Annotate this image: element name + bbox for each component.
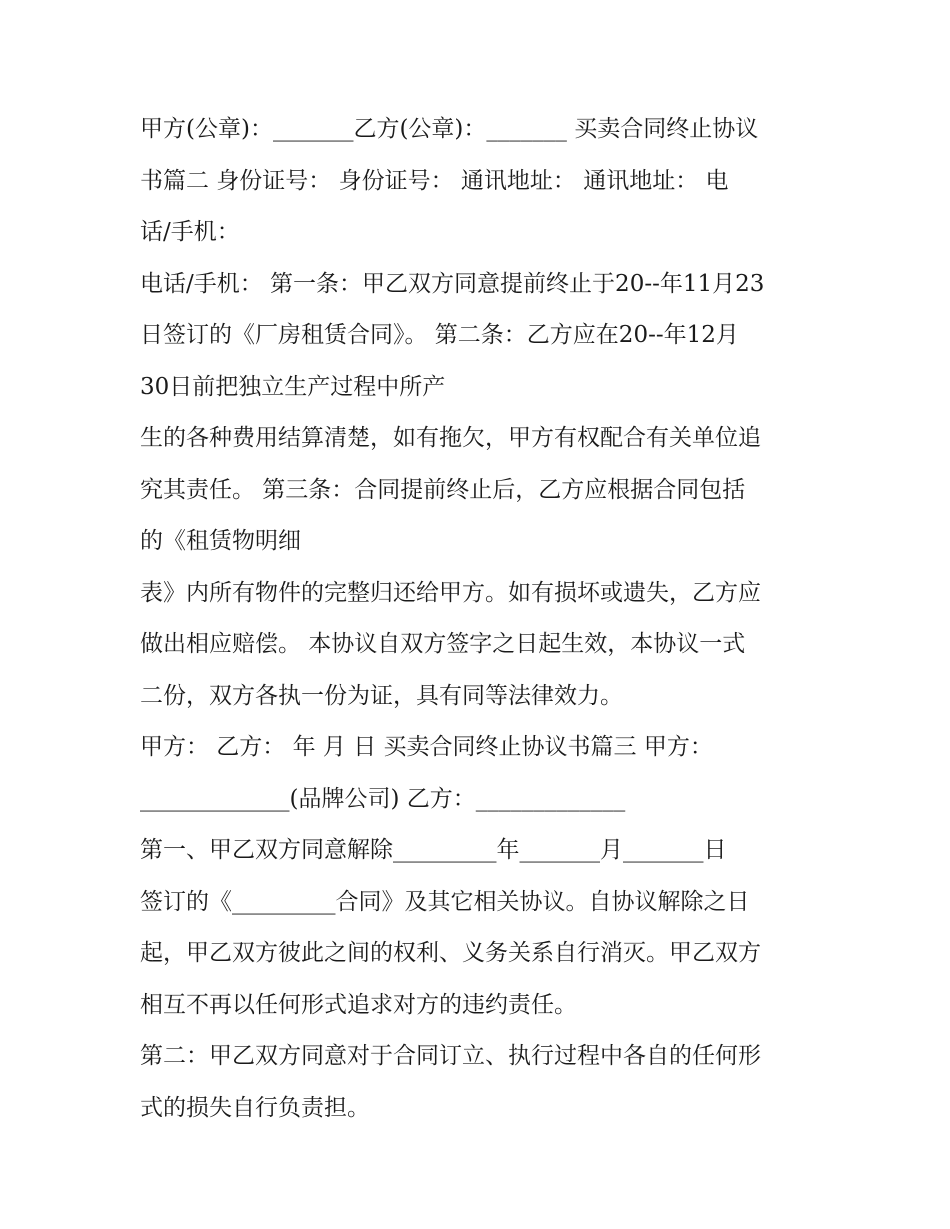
text-line: _____________(品牌公司) 乙方：_____________ — [140, 785, 626, 812]
text-line: 二份，双方各执一份为证，具有同等法律效力。 — [140, 682, 623, 709]
text-line: 式的损失自行负责担。 — [140, 1094, 370, 1121]
text-line: 生的各种费用结算清楚，如有拖欠，甲方有权配合有关单位追 — [140, 425, 761, 451]
text-line: 签订的《_________合同》及其它相关协议。自协议解除之日 — [140, 888, 750, 915]
text-line: 日签订的《厂房租赁合同》。 第二条：乙方应在20--年12月 — [140, 322, 739, 348]
text-line: 第一、甲乙双方同意解除_________年_______月_______日 — [140, 837, 727, 863]
text-line: 起，甲乙双方彼此之间的权利、义务关系自行消灭。甲乙双方 — [140, 940, 761, 966]
text-line: 相互不再以任何形式追求对方的违约责任。 — [140, 991, 577, 1018]
document-body — [140, 104, 820, 1134]
text-line: 的《租赁物明细 — [140, 528, 301, 554]
text-line: 做出相应赔偿。 本协议自双方签字之日起生效，本协议一式 — [140, 631, 746, 657]
text-line: 表》内所有物件的完整归还给甲方。如有损坏或遗失，乙方应 — [140, 579, 761, 606]
text-line: 究其责任。 第三条：合同提前终止后，乙方应根据合同包括 — [140, 476, 746, 503]
text-line: 话/手机： — [140, 219, 240, 245]
text-line: 电话/手机： 第一条：甲乙双方同意提前终止于20--年11月23 — [140, 270, 765, 297]
text-line: 第二：甲乙双方同意对于合同订立、执行过程中各自的任何形 — [140, 1043, 761, 1069]
text-line: 甲方： 乙方： 年 月 日 买卖合同终止协议书篇三 甲方： — [140, 734, 713, 760]
text-line: 甲方(公章)：_______乙方(公章)：_______ 买卖合同终止协议 — [140, 116, 759, 142]
text-line: 书篇二 身份证号： 身份证号： 通讯地址： 通讯地址： 电 — [140, 167, 729, 194]
text-line: 30日前把独立生产过程中所产 — [140, 373, 446, 400]
